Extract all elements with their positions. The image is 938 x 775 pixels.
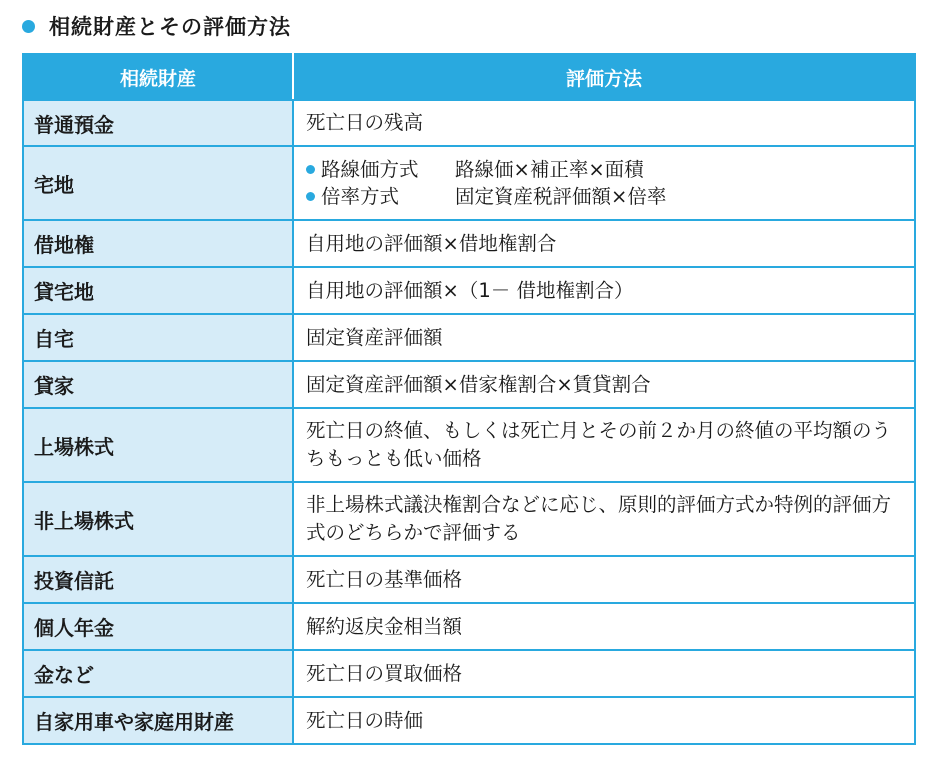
asset-cell: 貸家 bbox=[23, 361, 293, 408]
table-header-row bbox=[23, 54, 915, 100]
table-row bbox=[23, 408, 915, 482]
method-cell: 死亡日の残高 bbox=[293, 100, 915, 146]
table-row bbox=[23, 100, 915, 146]
header-asset: 相続財産 bbox=[23, 54, 293, 100]
asset-cell: 投資信託 bbox=[23, 556, 293, 603]
asset-cell: 貸宅地 bbox=[23, 267, 293, 314]
method-cell bbox=[293, 146, 915, 220]
bullet-dot-icon bbox=[306, 192, 315, 201]
asset-cell: 宅地 bbox=[23, 146, 293, 220]
sub-method-name: 倍率方式 bbox=[321, 185, 400, 208]
method-cell: 非上場株式議決権割合などに応じ、原則的評価方式か特例的評価方式のどちらかで評価する bbox=[293, 482, 915, 556]
section-heading bbox=[22, 10, 291, 42]
table-row bbox=[23, 697, 915, 744]
asset-cell: 借地権 bbox=[23, 220, 293, 267]
table-row bbox=[23, 220, 915, 267]
method-cell: 死亡日の買取価格 bbox=[293, 650, 915, 697]
table-row bbox=[23, 267, 915, 314]
table-row bbox=[23, 146, 915, 220]
table-row bbox=[23, 361, 915, 408]
bullet-dot-icon bbox=[306, 165, 315, 174]
method-cell: 自用地の評価額×借地権割合 bbox=[293, 220, 915, 267]
table-row bbox=[23, 314, 915, 361]
method-cell: 解約返戻金相当額 bbox=[293, 603, 915, 650]
sub-method-line bbox=[306, 183, 902, 210]
table-row bbox=[23, 482, 915, 556]
sub-method-formula: 固定資産税評価額×倍率 bbox=[455, 185, 667, 208]
table-row bbox=[23, 650, 915, 697]
asset-cell: 自家用車や家庭用財産 bbox=[23, 697, 293, 744]
asset-cell: 普通預金 bbox=[23, 100, 293, 146]
method-cell: 死亡日の基準価格 bbox=[293, 556, 915, 603]
method-cell: 固定資産評価額×借家権割合×賃貸割合 bbox=[293, 361, 915, 408]
bullet-dot-icon bbox=[22, 20, 35, 33]
method-cell: 死亡日の終値、もしくは死亡月とその前２か月の終値の平均額のうちもっとも低い価格 bbox=[293, 408, 915, 482]
sub-method-name: 路線価方式 bbox=[321, 158, 419, 181]
header-method: 評価方法 bbox=[293, 54, 915, 100]
table-row bbox=[23, 556, 915, 603]
section-title: 相続財産とその評価方法 bbox=[49, 15, 291, 39]
asset-cell: 自宅 bbox=[23, 314, 293, 361]
sub-method-formula: 路線価×補正率×面積 bbox=[455, 158, 644, 181]
asset-cell: 非上場株式 bbox=[23, 482, 293, 556]
asset-valuation-table bbox=[22, 53, 916, 745]
method-cell: 自用地の評価額×（1－ 借地権割合） bbox=[293, 267, 915, 314]
asset-cell: 上場株式 bbox=[23, 408, 293, 482]
method-cell: 死亡日の時価 bbox=[293, 697, 915, 744]
table-row bbox=[23, 603, 915, 650]
asset-cell: 金など bbox=[23, 650, 293, 697]
method-cell: 固定資産評価額 bbox=[293, 314, 915, 361]
asset-cell: 個人年金 bbox=[23, 603, 293, 650]
sub-method-line bbox=[306, 156, 902, 183]
